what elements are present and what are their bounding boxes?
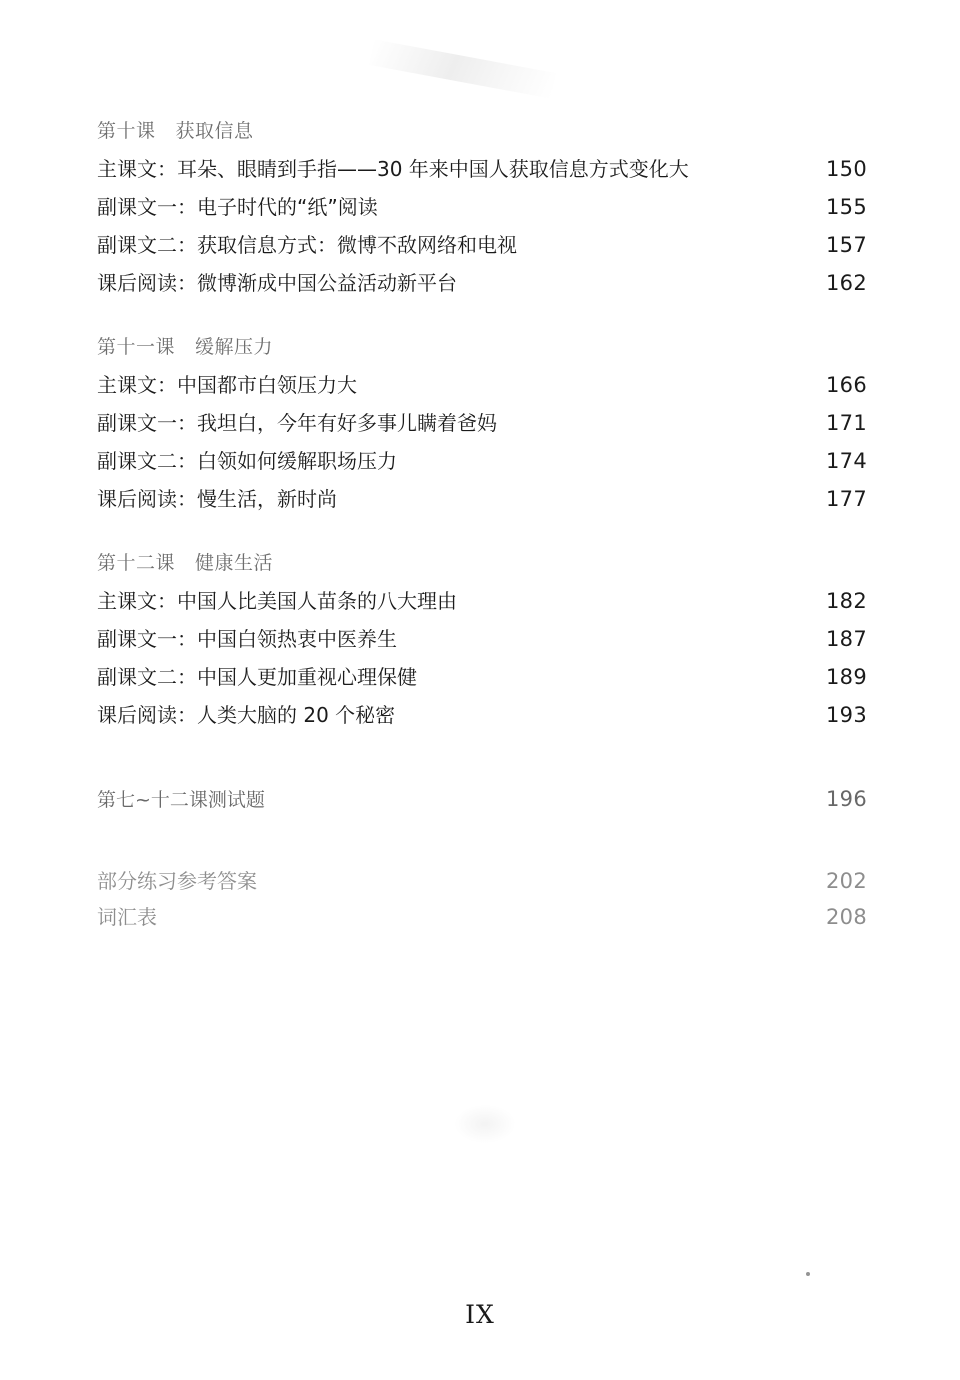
toc-entry-label: 主课文：中国都市白领压力大 [97, 373, 357, 397]
toc-entry-page: 177 [826, 487, 867, 511]
toc-entry-page: 182 [826, 589, 867, 613]
toc-entry-page: 162 [826, 271, 867, 295]
toc-entry-label: 课后阅读：人类大脑的 20 个秘密 [97, 703, 396, 727]
dot-leader [522, 232, 820, 252]
section-number: 第十课 [97, 120, 156, 142]
toc-entry-test[interactable] [97, 780, 867, 819]
dot-leader [402, 626, 820, 646]
toc-entry-page: 155 [826, 195, 867, 219]
section-number: 第十一课 [97, 336, 176, 358]
toc-section [97, 112, 867, 302]
toc-entry-page: 166 [826, 373, 867, 397]
toc-entry-label: 课后阅读：慢生活，新时尚 [97, 487, 337, 511]
dot-leader [694, 156, 820, 176]
toc-entry[interactable] [97, 658, 867, 696]
toc-entry-label: 副课文一：中国白领热衷中医养生 [97, 627, 397, 651]
test-entry-group [97, 780, 867, 819]
section-title: 缓解压力 [195, 336, 274, 358]
section-title: 获取信息 [175, 120, 254, 142]
toc-entry-page: 189 [826, 665, 867, 689]
toc-entry-appendix[interactable] [97, 863, 867, 899]
toc-entry-label: 词汇表 [97, 905, 157, 929]
toc-entry-page: 196 [826, 787, 867, 811]
table-of-contents [97, 112, 867, 935]
toc-section [97, 544, 867, 734]
toc-entry[interactable] [97, 264, 867, 302]
toc-entry[interactable] [97, 188, 867, 226]
toc-entry-label: 课后阅读：微博渐成中国公益活动新平台 [97, 271, 457, 295]
toc-entry-page: 187 [826, 627, 867, 651]
toc-entry[interactable] [97, 150, 867, 188]
toc-entry-label: 主课文：中国人比美国人苗条的八大理由 [97, 589, 457, 613]
toc-entry-label: 副课文一：我坦白，今年有好多事儿瞒着爸妈 [97, 411, 497, 435]
toc-entry[interactable] [97, 442, 867, 480]
section-number: 第十二课 [97, 552, 176, 574]
toc-entry-page: 193 [826, 703, 867, 727]
scan-artifact-streak [369, 39, 556, 98]
dot-leader [162, 904, 820, 924]
toc-entry-label: 副课文一：电子时代的“纸”阅读 [97, 195, 378, 219]
toc-entry-label: 部分练习参考答案 [97, 869, 257, 893]
toc-entry-page: 171 [826, 411, 867, 435]
toc-entry[interactable] [97, 696, 867, 734]
toc-entry[interactable] [97, 404, 867, 442]
toc-entry-page: 157 [826, 233, 867, 257]
dot-leader [383, 194, 820, 214]
toc-entry-label: 副课文二：中国人更加重视心理保健 [97, 665, 417, 689]
toc-entry[interactable] [97, 582, 867, 620]
page-folio: IX [465, 1300, 495, 1329]
toc-entry-page: 208 [826, 905, 867, 929]
toc-entry-page: 174 [826, 449, 867, 473]
dot-leader [422, 664, 820, 684]
section-title: 健康生活 [195, 552, 274, 574]
dot-leader [400, 702, 820, 722]
dot-leader [362, 372, 820, 392]
toc-entry-appendix[interactable] [97, 899, 867, 935]
toc-entry-label: 主课文：耳朵、眼睛到手指——30 年来中国人获取信息方式变化大 [97, 157, 689, 181]
dot-leader [462, 588, 820, 608]
scan-artifact-dot [806, 1272, 810, 1276]
dot-leader [502, 410, 820, 430]
appendix-group [97, 863, 867, 935]
dot-leader [270, 787, 820, 806]
section-heading [97, 112, 867, 150]
toc-entry[interactable] [97, 226, 867, 264]
toc-entry-label: 第七~十二课测试题 [97, 789, 265, 811]
dot-leader [402, 448, 820, 468]
toc-entry[interactable] [97, 620, 867, 658]
toc-entry-page: 202 [826, 869, 867, 893]
dot-leader [262, 868, 820, 888]
section-heading [97, 544, 867, 582]
toc-entry-label: 副课文二：白领如何缓解职场压力 [97, 449, 397, 473]
toc-entry-page: 150 [826, 157, 867, 181]
dot-leader [342, 486, 820, 506]
toc-entry-label: 副课文二：获取信息方式：微博不敌网络和电视 [97, 233, 517, 257]
scan-artifact-smudge [455, 1105, 515, 1143]
toc-section [97, 328, 867, 518]
section-heading [97, 328, 867, 366]
toc-entry[interactable] [97, 480, 867, 518]
toc-entry[interactable] [97, 366, 867, 404]
dot-leader [462, 270, 820, 290]
